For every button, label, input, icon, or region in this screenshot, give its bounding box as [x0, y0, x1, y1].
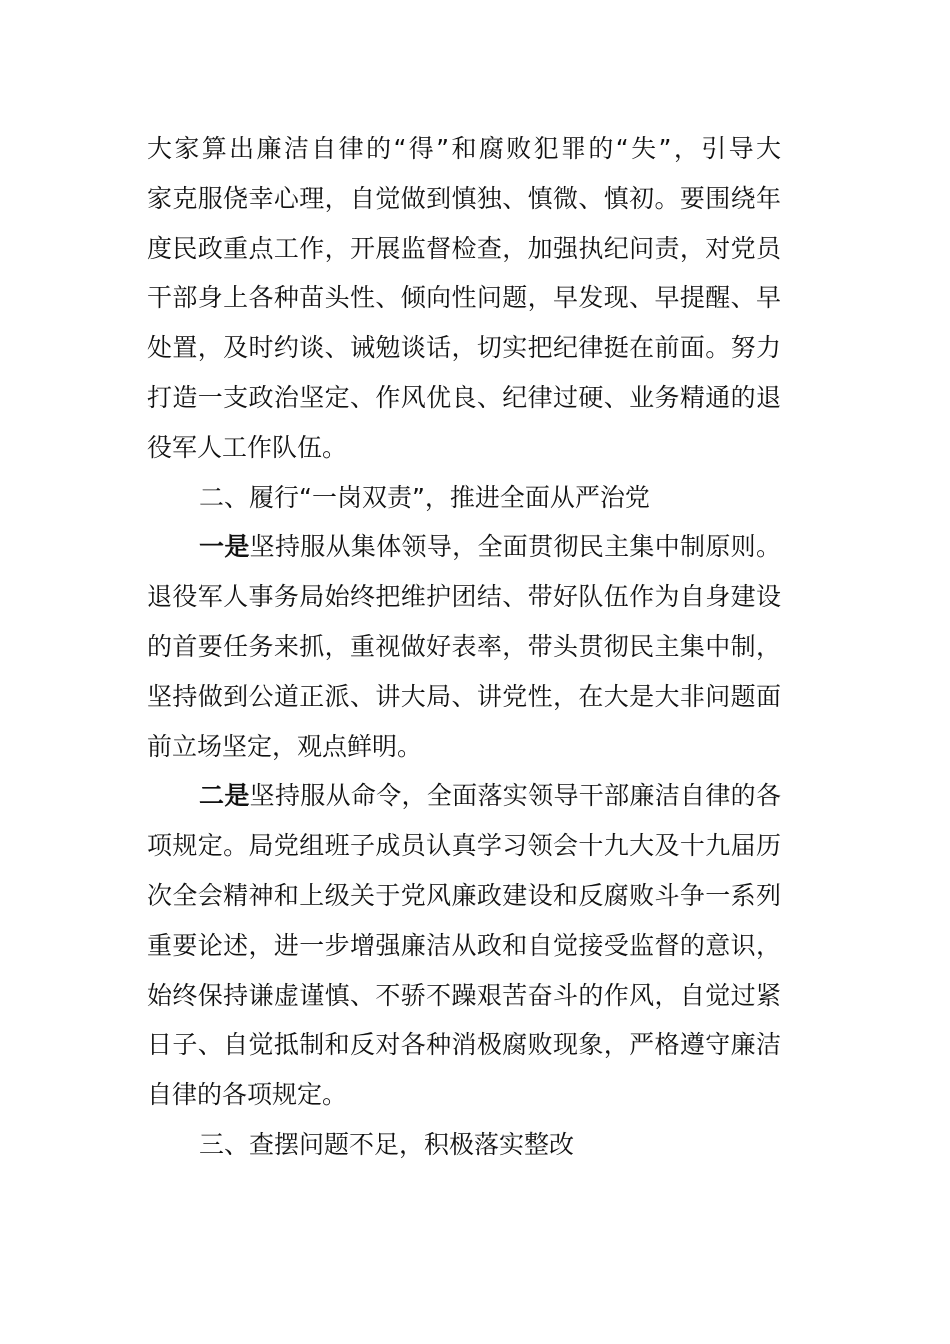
- line-text: 打造一支政治坚定、作风优良、纪律过硬、业务精通的退: [147, 382, 781, 412]
- line-text: 日子、自觉抵制和反对各种消极腐败现象，严格遵守廉洁: [147, 1030, 781, 1060]
- paragraph-line: [147, 174, 781, 224]
- paragraph-line: [147, 921, 781, 971]
- line-text: 退役军人事务局始终把维护团结、带好队伍作为自身建设: [147, 582, 781, 612]
- line-text: 二、履行“一岗双责”，推进全面从严治党: [199, 482, 650, 512]
- line-text: 三、查摆问题不足，积极落实整改: [199, 1129, 575, 1159]
- paragraph-line: [147, 373, 781, 423]
- bold-lead: 一是: [199, 532, 250, 562]
- paragraph-line: [147, 522, 781, 572]
- paragraph-line: [147, 722, 781, 772]
- document-page: [147, 124, 781, 1170]
- line-text: 坚持服从集体领导，全面贯彻民主集中制原则。: [249, 532, 781, 562]
- paragraph-line: [147, 871, 781, 921]
- paragraph-line: [147, 622, 781, 672]
- line-text: 坚持服从命令，全面落实领导干部廉洁自律的各: [249, 781, 781, 811]
- paragraph-line: [147, 672, 781, 722]
- line-text: 前立场坚定，观点鲜明。: [147, 731, 423, 761]
- paragraph-line: [147, 423, 781, 473]
- line-text: 始终保持谦虚谨慎、不骄不躁艰苦奋斗的作风，自觉过紧: [147, 980, 781, 1010]
- line-text: 役军人工作队伍。: [147, 432, 348, 462]
- paragraph-line: [147, 273, 781, 323]
- line-text: 的首要任务来抓，重视做好表率，带头贯彻民主集中制，: [147, 631, 781, 661]
- line-text: 项规定。局党组班子成员认真学习领会十九大及十九届历: [147, 831, 781, 861]
- line-text: 度民政重点工作，开展监督检查，加强执纪问责，对党员: [147, 233, 781, 263]
- section-heading: [147, 1120, 781, 1170]
- paragraph-line: [147, 821, 781, 871]
- paragraph-line: [147, 572, 781, 622]
- paragraph-line: [147, 971, 781, 1021]
- line-text: 处置，及时约谈、诫勉谈话，切实把纪律挺在前面。努力: [147, 333, 781, 363]
- paragraph-line: [147, 323, 781, 373]
- line-text: 坚持做到公道正派、讲大局、讲党性，在大是大非问题面: [147, 681, 781, 711]
- paragraph-line: [147, 771, 781, 821]
- line-text: 家克服侥幸心理，自觉做到慎独、慎微、慎初。要围绕年: [147, 183, 781, 213]
- paragraph-line: [147, 124, 781, 174]
- line-text: 干部身上各种苗头性、倾向性问题，早发现、早提醒、早: [147, 283, 781, 313]
- line-text: 大家算出廉洁自律的“得”和腐败犯罪的“失”，引导大: [147, 134, 781, 163]
- paragraph-line: [147, 1070, 781, 1120]
- paragraph-line: [147, 224, 781, 274]
- line-text: 重要论述，进一步增强廉洁从政和自觉接受监督的意识，: [147, 930, 781, 960]
- line-text: 自律的各项规定。: [147, 1080, 348, 1110]
- bold-lead: 二是: [199, 781, 250, 811]
- section-heading: [147, 473, 781, 523]
- paragraph-line: [147, 1020, 781, 1070]
- line-text: 次全会精神和上级关于党风廉政建设和反腐败斗争一系列: [147, 880, 781, 910]
